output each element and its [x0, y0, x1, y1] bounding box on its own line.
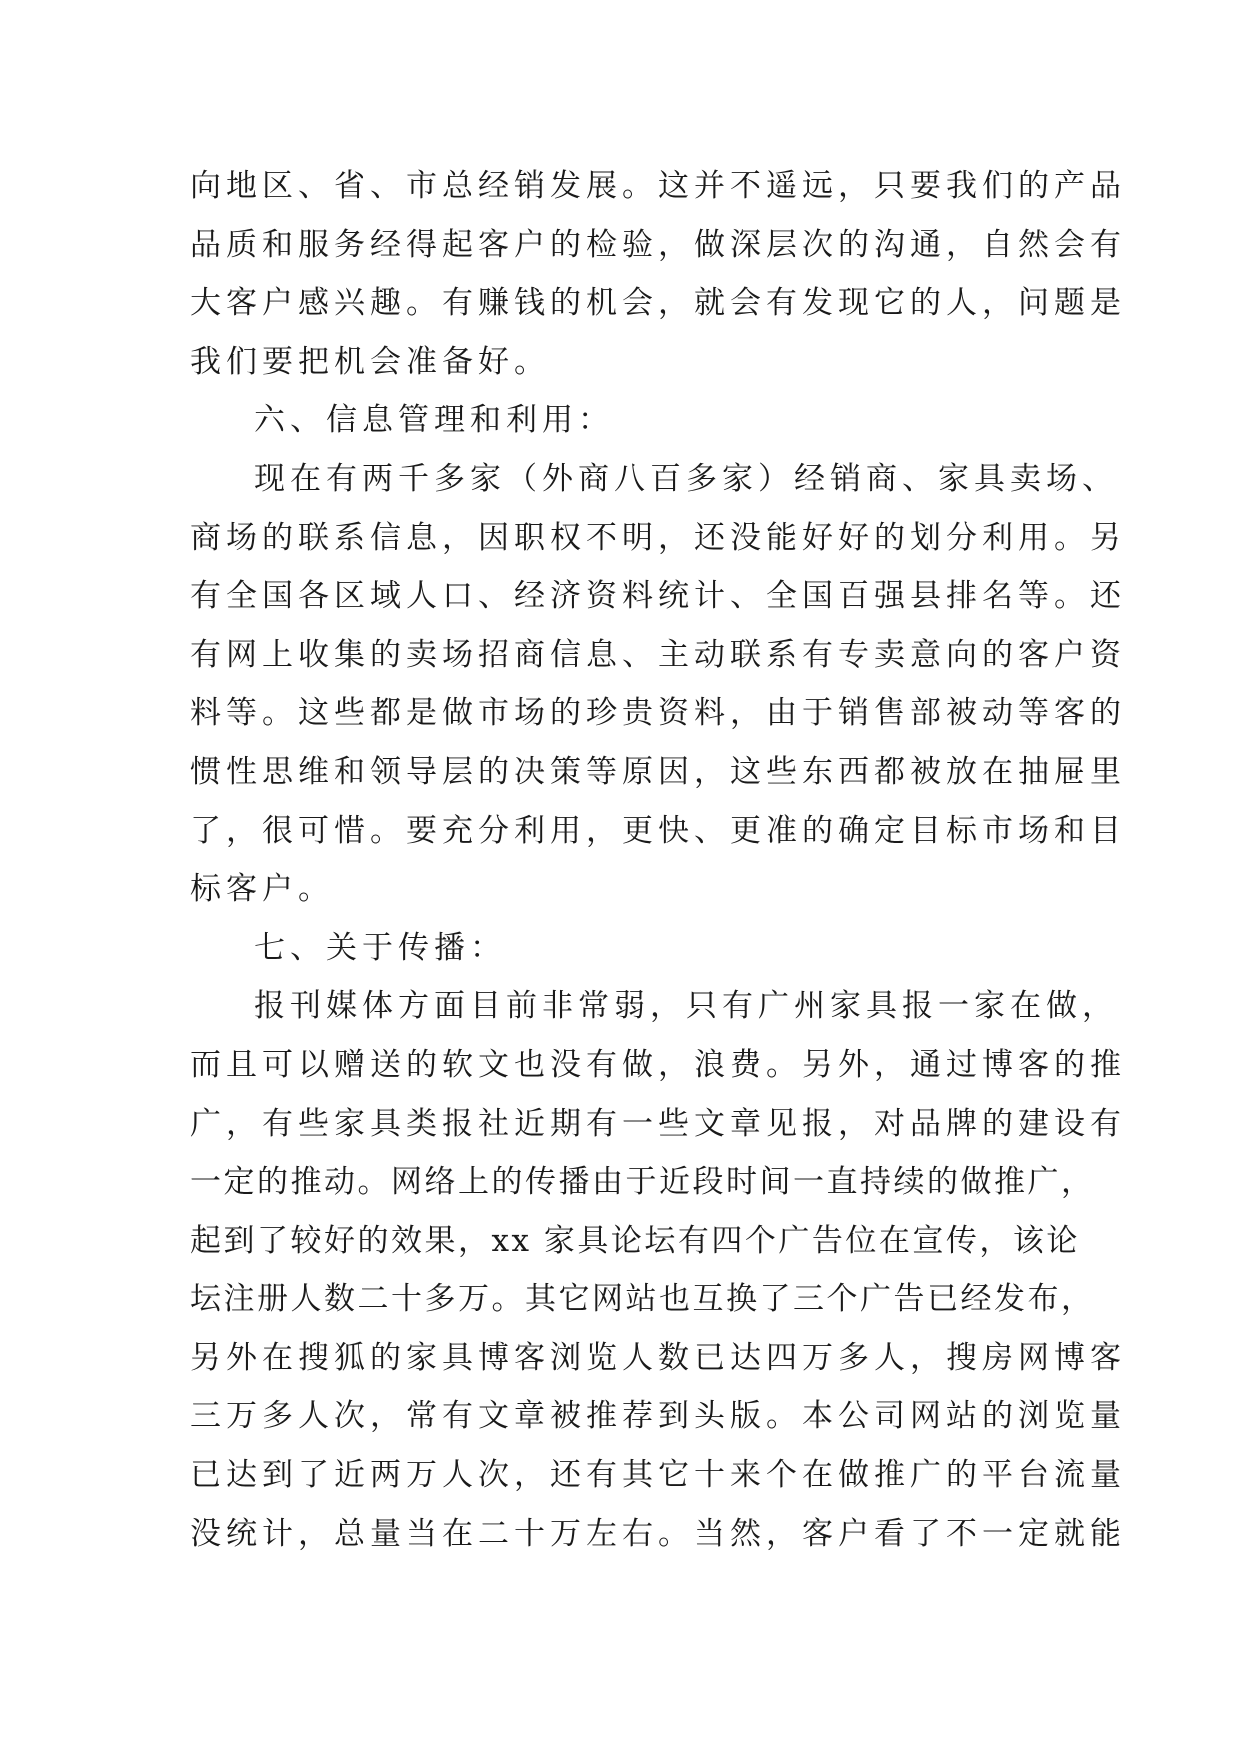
text-line: 有全国各区域人口、经济资料统计、全国百强县排名等。还 — [190, 578, 1126, 615]
text-line: 广，有些家具类报社近期有一些文章见报，对品牌的建设有 — [190, 1105, 1126, 1142]
text-line: 没统计，总量当在二十万左右。当然，客户看了不一定就能 — [190, 1515, 1126, 1552]
section-heading-6: 六、信息管理和利用： — [254, 402, 614, 439]
text-line: 惯性思维和领导层的决策等原因，这些东西都被放在抽屉里 — [190, 753, 1126, 790]
text-line: 我们要把机会准备好。 — [190, 343, 550, 380]
text-line: 料等。这些都是做市场的珍贵资料，由于销售部被动等客的 — [190, 695, 1126, 732]
text-line: 三万多人次，常有文章被推荐到头版。本公司网站的浏览量 — [190, 1398, 1126, 1435]
body-text — [190, 157, 1126, 1563]
text-line: 品质和服务经得起客户的检验，做深层次的沟通，自然会有 — [190, 226, 1126, 263]
text-line: 标客户。 — [190, 871, 334, 908]
text-line: 现在有两千多家（外商八百多家）经销商、家具卖场、 — [254, 460, 1118, 497]
text-line: 有网上收集的卖场招商信息、主动联系有专卖意向的客户资 — [190, 636, 1126, 673]
text-line: 了，很可惜。要充分利用，更快、更准的确定目标市场和目 — [190, 812, 1126, 849]
text-line: 已达到了近两万人次，还有其它十来个在做推广的平台流量 — [190, 1457, 1126, 1494]
text-line: 而且可以赠送的软文也没有做，浪费。另外，通过博客的推 — [190, 1046, 1126, 1083]
text-line: 商场的联系信息，因职权不明，还没能好好的划分利用。另 — [190, 519, 1126, 556]
text-line: 坛注册人数二十多万。其它网站也互换了三个广告已经发布， — [190, 1281, 1095, 1318]
text-line: 向地区、省、市总经销发展。这并不遥远，只要我们的产品 — [190, 168, 1126, 204]
text-line: 起到了较好的效果，xx 家具论坛有四个广告位在宣传，该论 — [190, 1222, 1080, 1259]
text-line: 报刊媒体方面目前非常弱，只有广州家具报一家在做， — [254, 988, 1118, 1025]
section-heading-7: 七、关于传播： — [254, 929, 506, 966]
text-line: 大客户感兴趣。有赚钱的机会，就会有发现它的人，问题是 — [190, 285, 1126, 322]
text-line: 另外在搜狐的家具博客浏览人数已达四万多人，搜房网博客 — [190, 1339, 1126, 1376]
text-line: 一定的推动。网络上的传播由于近段时间一直持续的做推广， — [190, 1164, 1095, 1201]
